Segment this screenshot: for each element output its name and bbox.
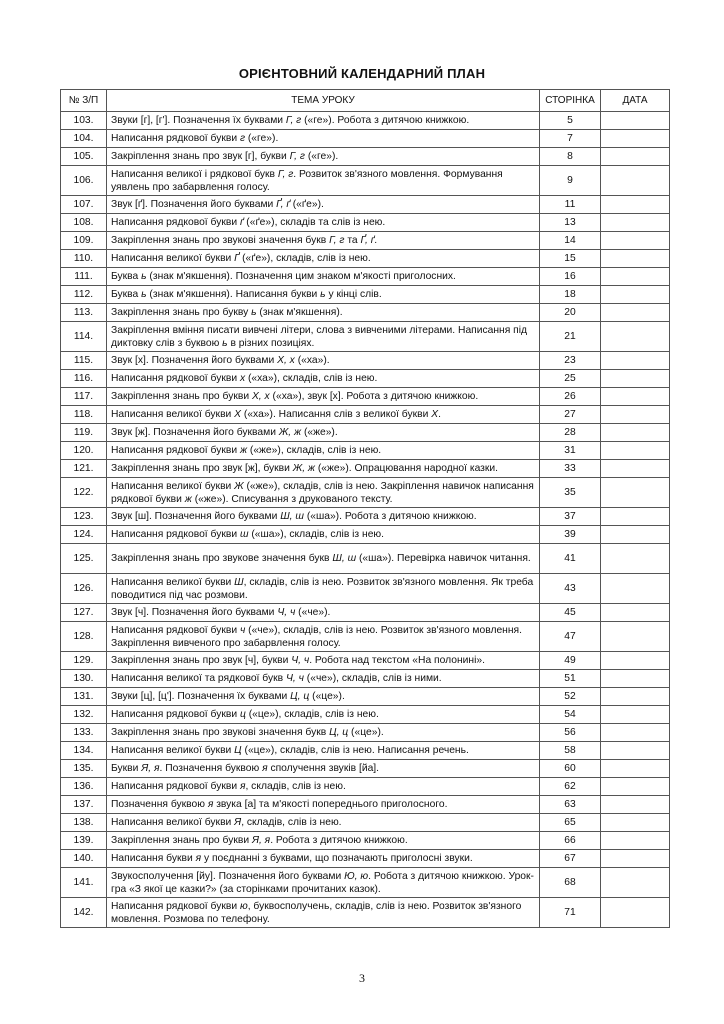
- lesson-date: [601, 322, 670, 352]
- lesson-date: [601, 760, 670, 778]
- lesson-date: [601, 508, 670, 526]
- lesson-page: 23: [540, 352, 601, 370]
- lesson-topic: Написання рядкової букви ю, буквосполучень, складів, слів із нею. Розвиток зв'язного мовлення. Розмова по телефону.: [107, 898, 540, 928]
- lesson-page: 15: [540, 250, 601, 268]
- lesson-page: 52: [540, 688, 601, 706]
- lesson-page: 16: [540, 268, 601, 286]
- page-number: 3: [359, 971, 365, 985]
- lesson-number: 113.: [61, 304, 107, 322]
- table-row: [61, 574, 670, 604]
- lesson-number: 120.: [61, 442, 107, 460]
- table-row: [61, 898, 670, 928]
- lesson-page: 65: [540, 814, 601, 832]
- lesson-page: 13: [540, 214, 601, 232]
- lesson-page: 41: [540, 544, 601, 574]
- table-row: [61, 688, 670, 706]
- lesson-number: 141.: [61, 868, 107, 898]
- lesson-number: 134.: [61, 742, 107, 760]
- lesson-date: [601, 850, 670, 868]
- table-row: [61, 388, 670, 406]
- table-row: [61, 460, 670, 478]
- table-row: [61, 622, 670, 652]
- lesson-date: [601, 574, 670, 604]
- lesson-topic: Позначення буквою я звука [а] та м'якості попереднього приголосного.: [107, 796, 540, 814]
- lesson-number: 142.: [61, 898, 107, 928]
- lesson-date: [601, 442, 670, 460]
- lesson-topic: Написання великої букви Я, складів, слів із нею.: [107, 814, 540, 832]
- lesson-page: 66: [540, 832, 601, 850]
- lesson-number: 105.: [61, 148, 107, 166]
- table-row: [61, 214, 670, 232]
- lesson-page: 56: [540, 724, 601, 742]
- lesson-number: 115.: [61, 352, 107, 370]
- lesson-number: 135.: [61, 760, 107, 778]
- lesson-date: [601, 460, 670, 478]
- lesson-page: 37: [540, 508, 601, 526]
- table-header-row: [61, 90, 670, 112]
- lesson-page: 31: [540, 442, 601, 460]
- header-topic: ТЕМА УРОКУ: [107, 90, 540, 112]
- lesson-number: 108.: [61, 214, 107, 232]
- lesson-number: 123.: [61, 508, 107, 526]
- lesson-number: 140.: [61, 850, 107, 868]
- header-page: СТОРІНКА: [540, 90, 601, 112]
- lesson-topic: Звук [х]. Позначення його буквами Х, х («ха»).: [107, 352, 540, 370]
- lesson-topic: Написання рядкової букви ц («це»), складів, слів із нею.: [107, 706, 540, 724]
- lesson-date: [601, 526, 670, 544]
- lesson-date: [601, 148, 670, 166]
- lesson-date: [601, 286, 670, 304]
- lesson-number: 126.: [61, 574, 107, 604]
- lesson-number: 121.: [61, 460, 107, 478]
- lesson-page: 9: [540, 166, 601, 196]
- lesson-number: 104.: [61, 130, 107, 148]
- header-date: ДАТА: [601, 90, 670, 112]
- table-row: [61, 250, 670, 268]
- lesson-page: 21: [540, 322, 601, 352]
- header-number: № З/П: [61, 90, 107, 112]
- lesson-page: 14: [540, 232, 601, 250]
- lesson-date: [601, 724, 670, 742]
- lesson-page: 27: [540, 406, 601, 424]
- lesson-date: [601, 622, 670, 652]
- lesson-number: 127.: [61, 604, 107, 622]
- table-row: [61, 706, 670, 724]
- lesson-number: 133.: [61, 724, 107, 742]
- table-row: [61, 850, 670, 868]
- lesson-date: [601, 604, 670, 622]
- lesson-topic: Закріплення знань про звукові значення букв Ц, ц («це»).: [107, 724, 540, 742]
- lesson-page: 33: [540, 460, 601, 478]
- lesson-topic: Звуки [г], [г']. Позначення їх буквами Г, г («ге»). Робота з дитячою книжкою.: [107, 112, 540, 130]
- page-title: ОРІЄНТОВНИЙ КАЛЕНДАРНИЙ ПЛАН: [238, 66, 486, 81]
- table-row: [61, 832, 670, 850]
- lesson-page: 47: [540, 622, 601, 652]
- lesson-topic: Звук [ш]. Позначення його буквами Ш, ш («ша»). Робота з дитячою книжкою.: [107, 508, 540, 526]
- table-row: [61, 478, 670, 508]
- lesson-page: 68: [540, 868, 601, 898]
- lesson-topic: Закріплення знань про букви Х, х («ха»), звук [х]. Робота з дитячою книжкою.: [107, 388, 540, 406]
- table-row: [61, 760, 670, 778]
- lesson-topic: Закріплення вміння писати вивчені літери, слова з вивченими літерами. Написання під диктовку слів з буквою ь в різних позиціях.: [107, 322, 540, 352]
- lesson-date: [601, 166, 670, 196]
- lesson-number: 107.: [61, 196, 107, 214]
- table-row: [61, 814, 670, 832]
- lesson-number: 138.: [61, 814, 107, 832]
- lesson-date: [601, 778, 670, 796]
- lesson-number: 137.: [61, 796, 107, 814]
- lesson-date: [601, 796, 670, 814]
- lesson-page: 45: [540, 604, 601, 622]
- table-row: [61, 796, 670, 814]
- lesson-number: 128.: [61, 622, 107, 652]
- table-row: [61, 352, 670, 370]
- lesson-date: [601, 814, 670, 832]
- lesson-date: [601, 868, 670, 898]
- lesson-page: 35: [540, 478, 601, 508]
- lesson-number: 139.: [61, 832, 107, 850]
- lesson-page: 71: [540, 898, 601, 928]
- table-row: [61, 166, 670, 196]
- lesson-number: 118.: [61, 406, 107, 424]
- lesson-topic: Написання великої букви Х («ха»). Написання слів з великої букви Х.: [107, 406, 540, 424]
- table-row: [61, 424, 670, 442]
- lesson-number: 109.: [61, 232, 107, 250]
- lesson-topic: Написання великої букви Ж («же»), складів, слів із нею. Закріплення навичок написання рядкової букви ж («же»). Списування з друкованого тексту.: [107, 478, 540, 508]
- lesson-page: 26: [540, 388, 601, 406]
- lesson-page: 5: [540, 112, 601, 130]
- table-row: [61, 130, 670, 148]
- table-row: [61, 286, 670, 304]
- table-row: [61, 670, 670, 688]
- lesson-topic: Написання великої та рядкової букв Ч, ч («че»), складів, слів із ними.: [107, 670, 540, 688]
- lesson-topic: Написання великої букви Ш, складів, слів із нею. Розвиток зв'язного мовлення. Як треба поводитися під час розмови.: [107, 574, 540, 604]
- lesson-date: [601, 544, 670, 574]
- lesson-date: [601, 670, 670, 688]
- lesson-number: 106.: [61, 166, 107, 196]
- lesson-page: 63: [540, 796, 601, 814]
- lesson-topic: Написання великої букви Ц («це»), складів, слів із нею. Написання речень.: [107, 742, 540, 760]
- lesson-topic: Звук [ж]. Позначення його буквами Ж, ж («же»).: [107, 424, 540, 442]
- lesson-page: 7: [540, 130, 601, 148]
- table-row: [61, 322, 670, 352]
- lesson-topic: Закріплення знань про звук [ж], букви Ж, ж («же»). Опрацювання народної казки.: [107, 460, 540, 478]
- lesson-page: 58: [540, 742, 601, 760]
- lesson-topic: Написання великої букви Ґ («ґе»), складів, слів із нею.: [107, 250, 540, 268]
- lesson-date: [601, 130, 670, 148]
- lesson-date: [601, 214, 670, 232]
- lesson-number: 117.: [61, 388, 107, 406]
- lesson-number: 116.: [61, 370, 107, 388]
- lesson-page: 39: [540, 526, 601, 544]
- table-row: [61, 268, 670, 286]
- lesson-topic: Написання рядкової букви ж («же»), складів, слів із нею.: [107, 442, 540, 460]
- lesson-page: 43: [540, 574, 601, 604]
- lesson-page: 28: [540, 424, 601, 442]
- lesson-date: [601, 652, 670, 670]
- lesson-date: [601, 406, 670, 424]
- table-row: [61, 868, 670, 898]
- lesson-topic: Закріплення знань про звук [ч], букви Ч, ч. Робота над текстом «На полонині».: [107, 652, 540, 670]
- table-row: [61, 232, 670, 250]
- lesson-date: [601, 742, 670, 760]
- lesson-page: 49: [540, 652, 601, 670]
- lesson-topic: Закріплення знань про букву ь (знак м'якшення).: [107, 304, 540, 322]
- lesson-topic: Написання рядкової букви г («ге»).: [107, 130, 540, 148]
- table-row: [61, 544, 670, 574]
- table-row: [61, 724, 670, 742]
- lesson-page: 20: [540, 304, 601, 322]
- lesson-number: 114.: [61, 322, 107, 352]
- lesson-topic: Написання рядкової букви я, складів, слів із нею.: [107, 778, 540, 796]
- lesson-number: 130.: [61, 670, 107, 688]
- table-row: [61, 196, 670, 214]
- table-row: [61, 604, 670, 622]
- lesson-topic: Написання рядкової букви ґ («ґе»), складів та слів із нею.: [107, 214, 540, 232]
- lesson-number: 119.: [61, 424, 107, 442]
- lesson-date: [601, 232, 670, 250]
- table-row: [61, 370, 670, 388]
- lesson-page: 67: [540, 850, 601, 868]
- lesson-date: [601, 706, 670, 724]
- lesson-topic: Закріплення знань про звук [г], букви Г, г («ге»).: [107, 148, 540, 166]
- lesson-date: [601, 832, 670, 850]
- lesson-number: 112.: [61, 286, 107, 304]
- lesson-topic: Написання великої і рядкової букв Г, г. Розвиток зв'язного мовлення. Формування уявлень про забарвлення голосу.: [107, 166, 540, 196]
- lesson-page: 60: [540, 760, 601, 778]
- table-body: [61, 112, 670, 928]
- lesson-topic: Написання рядкової букви ч («че»), складів, слів із нею. Розвиток зв'язного мовлення. Закріплення вивченого про забарвлення голосу.: [107, 622, 540, 652]
- lesson-number: 124.: [61, 526, 107, 544]
- lesson-number: 125.: [61, 544, 107, 574]
- lesson-date: [601, 688, 670, 706]
- lesson-number: 122.: [61, 478, 107, 508]
- lesson-topic: Закріплення знань про звукове значення букв Ш, ш («ша»). Перевірка навичок читання.: [107, 544, 540, 574]
- lesson-number: 129.: [61, 652, 107, 670]
- lesson-number: 103.: [61, 112, 107, 130]
- lesson-topic: Написання букви я у поєднанні з буквами, що позначають приголосні звуки.: [107, 850, 540, 868]
- lesson-number: 111.: [61, 268, 107, 286]
- lesson-topic: Букви Я, я. Позначення буквою я сполучення звуків [йа].: [107, 760, 540, 778]
- table-row: [61, 442, 670, 460]
- table-row: [61, 652, 670, 670]
- table-row: [61, 742, 670, 760]
- lesson-topic: Написання рядкової букви ш («ша»), складів, слів із нею.: [107, 526, 540, 544]
- lesson-page: 62: [540, 778, 601, 796]
- lesson-date: [601, 268, 670, 286]
- table-row: [61, 508, 670, 526]
- table-row: [61, 304, 670, 322]
- lesson-topic: Закріплення знань про звукові значення букв Г, г та Ґ, ґ.: [107, 232, 540, 250]
- lesson-page: 8: [540, 148, 601, 166]
- lesson-topic: Буква ь (знак м'якшення). Позначення цим знаком м'якості приголосних.: [107, 268, 540, 286]
- lesson-date: [601, 478, 670, 508]
- lesson-page: 25: [540, 370, 601, 388]
- lesson-topic: Буква ь (знак м'якшення). Написання букви ь у кінці слів.: [107, 286, 540, 304]
- lesson-topic: Написання рядкової букви х («ха»), складів, слів із нею.: [107, 370, 540, 388]
- lesson-date: [601, 898, 670, 928]
- lesson-date: [601, 424, 670, 442]
- calendar-plan-table: [60, 89, 670, 928]
- lesson-topic: Звук [ч]. Позначення його буквами Ч, ч («че»).: [107, 604, 540, 622]
- lesson-page: 51: [540, 670, 601, 688]
- lesson-topic: Звукосполучення [йу]. Позначення його буквами Ю, ю. Робота з дитячою книжкою. Урок-гра «З якої це казки?» (за сторінками прочитаних казок).: [107, 868, 540, 898]
- lesson-page: 11: [540, 196, 601, 214]
- lesson-number: 110.: [61, 250, 107, 268]
- table-row: [61, 778, 670, 796]
- lesson-topic: Звуки [ц], [ц']. Позначення їх буквами Ц, ц («це»).: [107, 688, 540, 706]
- lesson-topic: Закріплення знань про букви Я, я. Робота з дитячою книжкою.: [107, 832, 540, 850]
- lesson-date: [601, 370, 670, 388]
- lesson-date: [601, 196, 670, 214]
- lesson-number: 132.: [61, 706, 107, 724]
- lesson-number: 136.: [61, 778, 107, 796]
- table-row: [61, 406, 670, 424]
- lesson-date: [601, 352, 670, 370]
- lesson-number: 131.: [61, 688, 107, 706]
- table-row: [61, 112, 670, 130]
- lesson-page: 18: [540, 286, 601, 304]
- table-row: [61, 148, 670, 166]
- lesson-date: [601, 112, 670, 130]
- lesson-page: 54: [540, 706, 601, 724]
- lesson-date: [601, 388, 670, 406]
- lesson-topic: Звук [ґ]. Позначення його буквами Ґ, ґ («ґе»).: [107, 196, 540, 214]
- lesson-date: [601, 304, 670, 322]
- lesson-date: [601, 250, 670, 268]
- table-row: [61, 526, 670, 544]
